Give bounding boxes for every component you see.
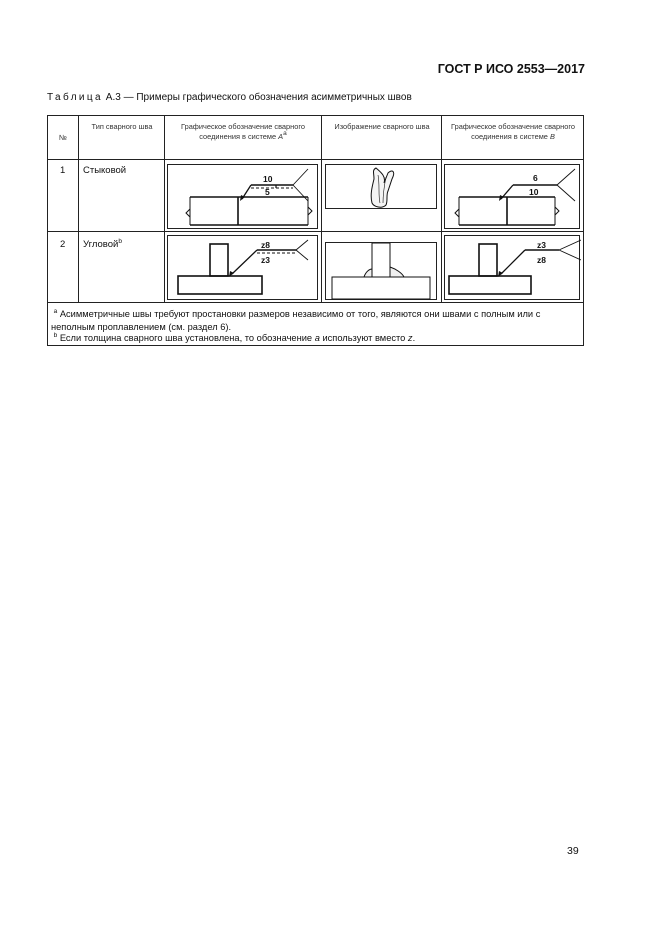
caption-title: — Примеры графического обозначения асимметричных швов (123, 92, 412, 103)
footnote-ref-b: b (118, 238, 122, 245)
standard-code: ГОСТ Р ИСО 2553—2017 (437, 62, 585, 76)
row2-a-lower-dimension: z3 (261, 255, 270, 265)
asymmetric-welds-table (47, 115, 584, 346)
footnote-b-text-3: . (412, 333, 416, 343)
header-system-b (446, 122, 580, 143)
row1-a-upper-dimension: 10 (263, 174, 273, 184)
page-number: 39 (567, 845, 579, 857)
row-divider (48, 231, 583, 232)
column-divider (78, 116, 79, 302)
row1-b-upper-dimension: 6 (533, 173, 538, 183)
row2-symbol-system-a (167, 235, 318, 300)
footnote-a (51, 308, 579, 333)
caption-number: A.3 (105, 92, 121, 103)
footnote-b-symbol-a: a (314, 333, 320, 343)
row2-b-lower-dimension: z8 (537, 255, 546, 265)
column-divider (164, 116, 165, 302)
row1-a-lower-dimension: 5 (265, 187, 270, 197)
footnote-b (51, 332, 579, 345)
footnote-b-text-2: используют вместо (319, 333, 408, 343)
row1-number: 1 (60, 165, 66, 176)
footnote-a-marker: a (53, 308, 58, 315)
row2-a-upper-dimension: z8 (261, 240, 270, 250)
header-divider (48, 159, 583, 160)
footnote-b-text-1: Если толщина сварного шва установлена, то обозначение (59, 333, 315, 343)
row2-symbol-system-b (444, 235, 580, 300)
header-weld-type: Тип сварного шва (91, 122, 153, 131)
header-system-b-letter: B (549, 132, 555, 142)
table-caption (47, 92, 412, 103)
footnote-b-marker: b (53, 332, 58, 339)
row2-number: 2 (60, 239, 66, 250)
header-weld-image: Изображение сварного шва (334, 122, 430, 131)
row2-weld-type (83, 239, 122, 250)
header-system-a-text: Графическое обозначение сварного соединения в системе (181, 122, 305, 142)
row1-weld-image (325, 164, 437, 209)
column-divider (441, 116, 442, 302)
caption-label: Таблица (47, 92, 104, 103)
row2-weld-type-label: Угловой (83, 239, 119, 250)
row1-weld-type: Стыковой (83, 165, 127, 176)
row1-symbol-system-a (167, 164, 318, 229)
row1-b-lower-dimension: 10 (529, 187, 539, 197)
footnote-b-symbol-z: z (407, 333, 413, 343)
row2-b-upper-dimension: z3 (537, 240, 546, 250)
row1-symbol-system-b (444, 164, 580, 229)
header-system-b-text: Графическое обозначение сварного соединения в системе (451, 122, 575, 142)
row2-weld-image (325, 242, 437, 300)
header-number: № (59, 133, 67, 142)
header-system-a (168, 122, 318, 143)
header-system-a-letter: A (278, 132, 284, 142)
footnote-divider (48, 302, 583, 303)
footnote-ref-a: a (283, 130, 287, 138)
column-divider (321, 116, 322, 302)
footnote-a-text: Асимметричные швы требуют простановки размеров независимо от того, являются они швами с полным или с неполным проплавлением (см. раздел 6). (51, 309, 541, 332)
